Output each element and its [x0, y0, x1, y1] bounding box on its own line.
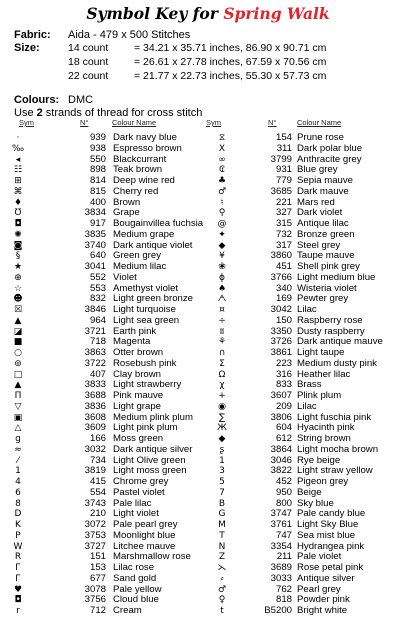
colour-name: Grape: [113, 207, 140, 219]
legend-symbol: P: [15, 530, 21, 541]
dmc-number: 833: [275, 379, 292, 391]
dmc-number: 153: [89, 562, 106, 573]
legend-symbol: ♂: [217, 584, 227, 595]
legend-symbol: ■: [13, 337, 23, 348]
colour-name: Wisteria violet: [297, 282, 357, 294]
dmc-number: 815: [89, 185, 106, 197]
dmc-number: 3350: [270, 325, 292, 337]
legend-symbol: N: [218, 541, 226, 552]
colours-row: [14, 94, 93, 107]
colour-name: Sand gold: [113, 572, 157, 584]
dmc-number: 3072: [84, 519, 106, 530]
colour-name: Steel grey: [297, 239, 341, 251]
dmc-number: 211: [276, 551, 292, 563]
colour-name: Deep wine red: [113, 175, 175, 186]
legend-symbol: ☻: [13, 294, 23, 305]
legend-symbol: 6: [15, 487, 21, 498]
legend-symbol: 1: [15, 466, 21, 477]
colour-name: Rose petal pink: [297, 562, 364, 573]
header-name-right: Colour Name: [297, 118, 342, 127]
colour-name: Light sea green: [113, 314, 180, 326]
legend-symbol: ♮: [220, 197, 224, 208]
legend-symbol: 8: [15, 498, 21, 509]
fabric-value: Aida - 479 x 500 Stitches: [68, 29, 191, 41]
strand-count: 2: [36, 107, 43, 119]
legend-symbol: ‰: [11, 143, 25, 154]
dmc-number: 550: [89, 153, 106, 165]
legend-symbol: M: [218, 520, 226, 530]
colour-name: Chrome grey: [113, 476, 169, 487]
dmc-number: 3822: [270, 465, 292, 477]
dmc-number: 3860: [270, 250, 292, 262]
colour-name: Hydrangea pink: [297, 540, 365, 552]
legend-symbol: □: [13, 369, 23, 380]
dmc-number: 732: [275, 228, 292, 240]
dmc-number: 3756: [84, 594, 106, 606]
colour-name: Moonlight blue: [113, 529, 176, 541]
legend-symbol: ◆: [218, 240, 226, 251]
colour-name: Light strawberry: [113, 379, 182, 391]
legend-symbol: t: [220, 606, 224, 616]
colour-name: Antique lilac: [297, 218, 349, 229]
size-value: = 21.77 x 22.73 inches, 55.30 x 57.73 cm: [134, 70, 327, 82]
legend-symbol: ₢: [219, 165, 225, 176]
dmc-number: 938: [89, 142, 106, 154]
colour-name: Light mocha brown: [297, 443, 379, 455]
strand-instruction: Use 2 strands of thread for cross stitch: [14, 107, 203, 119]
colour-name: Pale yellow: [113, 583, 162, 595]
legend-symbol: ≈: [14, 444, 22, 455]
dmc-number: 3041: [84, 261, 106, 272]
legend-symbol: 7: [219, 487, 225, 498]
size-row-18: [68, 56, 326, 69]
colour-name: Otter brown: [113, 347, 164, 358]
colour-name: Dark navy blue: [113, 132, 177, 143]
colour-name: Shell pink grey: [297, 261, 360, 272]
legend-symbol: ¥: [219, 251, 225, 262]
colour-name: Anthracite grey: [297, 153, 362, 165]
colour-name: Bronze green: [297, 228, 355, 240]
colour-name: Blackcurrant: [113, 153, 167, 165]
colour-name: Violet: [113, 271, 137, 283]
dmc-number: 452: [275, 476, 292, 487]
colours-value: DMC: [68, 94, 94, 106]
colour-name: Lilac: [297, 400, 317, 412]
header-sym-left: Sym: [19, 118, 34, 127]
dmc-number: 210: [89, 508, 106, 520]
legend-symbol: ✺: [14, 229, 22, 240]
legend-symbol: ◪: [13, 326, 23, 337]
dmc-number: 166: [89, 433, 106, 444]
dmc-number: 762: [275, 583, 292, 595]
legend-symbol: ▽: [14, 401, 22, 412]
colour-name: Medium plink plum: [113, 411, 193, 423]
legend-symbol: g: [15, 434, 21, 444]
colour-name: Espresso brown: [113, 142, 182, 154]
dmc-number: 3761: [270, 519, 292, 530]
legend-symbol: ♦: [13, 197, 23, 208]
colours-label: Colours:: [14, 94, 60, 106]
dmc-number: 400: [89, 196, 106, 208]
dmc-number: 712: [89, 605, 106, 616]
dmc-number: 718: [89, 336, 106, 348]
colour-name: Lilac rose: [113, 562, 155, 573]
dmc-number: 3740: [84, 239, 106, 251]
dmc-number: 150: [275, 314, 292, 326]
legend-symbol: 4: [15, 477, 21, 487]
fabric-row: [14, 29, 190, 42]
legend-symbol: ℧: [14, 208, 22, 219]
dmc-number: B5200: [264, 605, 292, 616]
dmc-number: 898: [89, 164, 106, 176]
colour-name: Dark antique mauve: [297, 336, 383, 348]
legend-symbol: ◉: [218, 401, 226, 412]
dmc-number: 3864: [270, 443, 292, 455]
dmc-number: 917: [89, 218, 106, 229]
colour-name: Dusty raspberry: [297, 325, 365, 337]
legend-symbol: ♠: [217, 283, 227, 294]
legend-symbol: ▣: [13, 412, 23, 423]
colour-name: Magenta: [113, 336, 151, 348]
legend-symbol: ♣: [217, 176, 227, 186]
legend-symbol: @: [217, 219, 227, 229]
legend-symbol: 5: [219, 477, 225, 487]
header-name-left: Colour Name: [112, 118, 157, 127]
legend-symbol: G: [218, 509, 226, 520]
legend-symbol: ◘: [14, 219, 22, 229]
legend-symbol: ◆: [218, 434, 226, 444]
legend-symbol: ♥: [13, 584, 23, 595]
colour-name: Heather lilac: [297, 368, 351, 380]
legend-symbol: Ж: [217, 423, 227, 434]
dmc-number: 931: [275, 164, 292, 176]
dmc-number: 553: [89, 282, 106, 294]
legend-symbol: ∞: [218, 154, 226, 165]
colour-name: Brass: [297, 379, 322, 391]
dmc-number: 3726: [270, 336, 292, 348]
colour-name: Marshmallow rose: [113, 551, 191, 563]
dmc-number: 3721: [84, 325, 106, 337]
colour-name: Cherry red: [113, 185, 159, 197]
colour-name: Pewter grey: [297, 293, 349, 305]
colour-name: Medium dusty pink: [297, 357, 377, 369]
colour-name: Plink plum: [297, 390, 342, 401]
colour-name: String brown: [297, 433, 351, 444]
dmc-number: 221: [275, 196, 292, 208]
size-value: = 34.21 x 35.71 inches, 86.90 x 90.71 cm: [134, 42, 327, 54]
dmc-number: 3032: [84, 443, 106, 455]
legend-symbol: ⊞: [14, 176, 22, 186]
legend-symbol: ☒: [13, 305, 23, 315]
legend-symbol: ◂: [15, 154, 21, 165]
legend-symbol: 1: [219, 455, 225, 466]
colour-name: Dark polar blue: [297, 142, 363, 154]
legend-symbol: ⚘: [217, 337, 227, 348]
dmc-number: 747: [275, 529, 292, 541]
dmc-number: 3836: [84, 400, 106, 412]
dmc-number: 3861: [270, 347, 292, 358]
legend-symbol: ⌘: [13, 186, 23, 197]
legend-symbol: ·: [16, 133, 20, 143]
dmc-number: 451: [275, 261, 292, 272]
legend-symbol: χ: [219, 380, 225, 391]
size-count: 22 count: [68, 70, 109, 82]
colour-name: Sky blue: [297, 497, 334, 509]
legend-symbol: ⊕: [14, 272, 22, 283]
colour-name: Pastel violet: [113, 486, 165, 498]
dmc-number: 3046: [270, 454, 292, 466]
colour-name: Sea mist blue: [297, 529, 356, 541]
dmc-number: 3354: [270, 540, 292, 552]
legend-symbol: ∑: [218, 412, 226, 423]
header-sym-right: Sym: [206, 118, 221, 127]
colour-name: Dark antique violet: [113, 239, 193, 251]
colour-name: Clay brown: [113, 368, 161, 380]
dmc-number: 209: [275, 400, 292, 412]
legend-symbol: ⧖: [218, 133, 226, 143]
colour-name: Medium grape: [113, 228, 175, 240]
fabric-label: Fabric:: [14, 29, 51, 41]
dmc-number: 3722: [84, 357, 106, 369]
size-label: Size:: [14, 42, 40, 54]
dmc-number: 3863: [84, 347, 106, 358]
colour-name: Moss green: [113, 433, 164, 444]
colour-name: Antique silver: [297, 572, 355, 584]
dmc-number: 818: [275, 594, 292, 606]
size-value: = 26.61 x 27.78 inches, 67.59 x 70.56 cm: [134, 56, 327, 68]
legend-symbol: 3: [219, 466, 225, 477]
dmc-number: 3753: [84, 529, 106, 541]
dmc-number: 604: [275, 422, 292, 434]
colour-name: Raspberry rose: [297, 314, 363, 326]
colour-name: Medium lilac: [113, 261, 167, 272]
colour-name: Light Olive green: [113, 454, 186, 466]
colour-name: Light taupe: [297, 347, 345, 358]
legend-symbol: Г: [15, 573, 21, 584]
header-num-left: N°: [80, 118, 89, 127]
dmc-number: 552: [89, 271, 106, 283]
size-row-14: [68, 42, 326, 55]
colour-name: Brown: [113, 196, 141, 208]
dmc-number: 3033: [270, 572, 292, 584]
legend-symbol: D: [14, 509, 22, 520]
colour-name: Pale violet: [297, 551, 342, 563]
dmc-number: 3747: [270, 508, 292, 520]
colour-name: Sepia mauve: [297, 175, 353, 186]
legend-symbol: ʬ: [219, 326, 225, 337]
dmc-number: 151: [89, 551, 106, 563]
dmc-number: 3835: [84, 228, 106, 240]
dmc-number: 3685: [270, 185, 292, 197]
header-num-right: N°: [268, 118, 277, 127]
size-count: 14 count: [68, 42, 109, 54]
colour-name: Light medium blue: [297, 271, 376, 283]
colour-name: Green grey: [113, 250, 161, 262]
legend-symbol: §: [15, 251, 21, 262]
colour-name: Earth pink: [113, 325, 157, 337]
dmc-number: 3806: [270, 411, 292, 423]
colour-name: Light fuschia pink: [297, 411, 372, 423]
legend-symbol: ⸗: [220, 573, 224, 584]
page-title: [0, 4, 416, 24]
dmc-number: 3799: [270, 153, 292, 165]
colour-name: Pale candy blue: [297, 508, 366, 520]
legend-symbol: Г: [15, 563, 21, 573]
colour-name: Pale pearl grey: [113, 519, 178, 530]
colour-name: Light turquoise: [113, 304, 176, 315]
colour-name: Hyacinth pink: [297, 422, 355, 434]
title-pattern-name: Spring Walk: [223, 4, 330, 23]
dmc-number: 340: [275, 282, 292, 294]
dmc-number: 554: [89, 486, 106, 498]
dmc-number: 677: [89, 572, 106, 584]
legend-symbol: B: [218, 498, 226, 509]
size-label-row: [14, 42, 68, 55]
legend-symbol: r: [16, 606, 20, 616]
colour-name: Cream: [113, 605, 142, 616]
legend-symbol: ⁄: [17, 455, 19, 466]
dmc-number: 3846: [84, 304, 106, 315]
legend-symbol: +: [218, 391, 226, 401]
colour-name: Light green bronze: [113, 293, 194, 305]
dmc-number: 3688: [84, 390, 106, 401]
dmc-number: 169: [275, 293, 292, 305]
dmc-number: 3042: [270, 304, 292, 315]
colour-name: Litchee mauve: [113, 540, 176, 552]
colour-name: Cloud blue: [113, 594, 159, 606]
dmc-number: 3608: [84, 411, 106, 423]
dmc-number: 223: [275, 357, 292, 369]
legend-symbol: Π: [14, 391, 22, 401]
legend-symbol: R: [14, 552, 22, 563]
colour-name: Rye beige: [297, 454, 341, 466]
legend-symbol: ⊚: [14, 358, 22, 369]
colour-name: Pigeon grey: [297, 476, 349, 487]
legend-symbol: △: [14, 423, 22, 434]
dmc-number: 640: [89, 250, 106, 262]
dmc-number: 734: [89, 454, 106, 466]
legend-symbol: ɸ: [219, 272, 225, 283]
dmc-number: 154: [275, 132, 292, 143]
dmc-number: 3766: [270, 271, 292, 283]
colour-name: Light straw yellow: [297, 465, 373, 477]
legend-symbol: ◙: [13, 240, 23, 251]
dmc-number: 3609: [84, 422, 106, 434]
legend-symbol: ★: [13, 262, 23, 272]
dmc-number: 3833: [84, 379, 106, 391]
dmc-number: 814: [89, 175, 106, 186]
size-row-22: [68, 70, 326, 83]
legend-symbol: ∩: [218, 348, 226, 358]
dmc-number: 939: [89, 132, 106, 143]
legend-symbol: ☷: [13, 165, 23, 176]
dmc-number: 407: [89, 368, 106, 380]
colour-name: Blue grey: [297, 164, 338, 176]
dmc-number: 800: [275, 497, 292, 509]
dmc-number: 3727: [84, 540, 106, 552]
colour-name: Taupe mauve: [297, 250, 355, 262]
colour-name: Light grape: [113, 400, 162, 412]
legend-symbol: ÷: [218, 315, 226, 326]
colour-name: Dark mauve: [297, 185, 349, 197]
legend-symbol: ▲: [14, 380, 22, 391]
colour-name: Light pink plum: [113, 422, 178, 434]
dmc-number: 315: [275, 218, 292, 229]
legend-symbol: ☆: [13, 283, 23, 294]
size-count: 18 count: [68, 56, 109, 68]
dmc-number: 3834: [84, 207, 106, 219]
dmc-number: 3689: [270, 562, 292, 573]
legend-symbol: ▲: [14, 315, 22, 326]
legend-symbol: ○: [14, 348, 22, 358]
dmc-number: 327: [275, 207, 292, 219]
colour-name: Light violet: [113, 508, 159, 520]
colour-name: Bright white: [297, 605, 348, 616]
legend-symbol: Ω: [218, 369, 226, 380]
colour-name: Rosebush pink: [113, 357, 177, 369]
dmc-number: 950: [275, 486, 292, 498]
legend-symbol: K: [15, 520, 21, 530]
colour-name: Light moss green: [113, 465, 187, 477]
dmc-number: 3819: [84, 465, 106, 477]
legend-symbol: Ⅹ: [218, 143, 226, 154]
legend-symbol: Z: [218, 552, 226, 563]
dmc-number: 3607: [270, 390, 292, 401]
legend-symbol: ♀: [218, 595, 226, 606]
legend-symbol: ❀: [218, 262, 226, 272]
title-prefix: Symbol Key for: [86, 4, 224, 23]
legend-symbol: ◘: [14, 595, 22, 606]
dmc-number: 612: [275, 433, 292, 444]
legend-symbol: ¤: [219, 305, 225, 315]
colour-name: Pearl grey: [297, 583, 341, 595]
colour-name: Powder pink: [297, 594, 350, 606]
dmc-number: 316: [275, 368, 292, 380]
colour-name: Dark violet: [297, 207, 343, 219]
colour-name: Bougainvillea fuchsia: [113, 218, 204, 229]
colour-name: Dark antique silver: [113, 443, 193, 455]
colour-name: Pink mauve: [113, 390, 164, 401]
colour-name: Lilac: [297, 304, 317, 315]
dmc-number: 311: [276, 142, 292, 154]
colour-name: Amethyst violet: [113, 282, 179, 294]
legend-symbol: ♂: [217, 186, 227, 197]
colour-name: Mars red: [297, 196, 335, 208]
legend-symbol: W: [13, 541, 23, 552]
colour-name: Pale lilac: [113, 497, 152, 509]
dmc-number: 832: [89, 293, 106, 305]
legend-symbol: ⚲: [218, 208, 226, 219]
legend-symbol: ʂ: [219, 444, 225, 455]
legend-symbol: ⋋: [217, 563, 227, 573]
colour-name: Teak brown: [113, 164, 163, 176]
dmc-number: 3078: [84, 583, 106, 595]
legend-symbol: ✦: [218, 229, 226, 240]
dmc-number: 317: [275, 239, 292, 251]
dmc-number: 3743: [84, 497, 106, 509]
dmc-number: 415: [89, 476, 106, 487]
legend-symbol: T: [219, 530, 225, 541]
legend-symbol: Σ: [219, 358, 225, 369]
colour-name: Beige: [297, 486, 322, 498]
colour-name: Prune rose: [297, 132, 344, 143]
legend-symbol: ᗅ: [217, 294, 227, 305]
dmc-number: 779: [275, 175, 292, 186]
colour-name: Light Sky Blue: [297, 519, 359, 530]
dmc-number: 964: [89, 314, 106, 326]
